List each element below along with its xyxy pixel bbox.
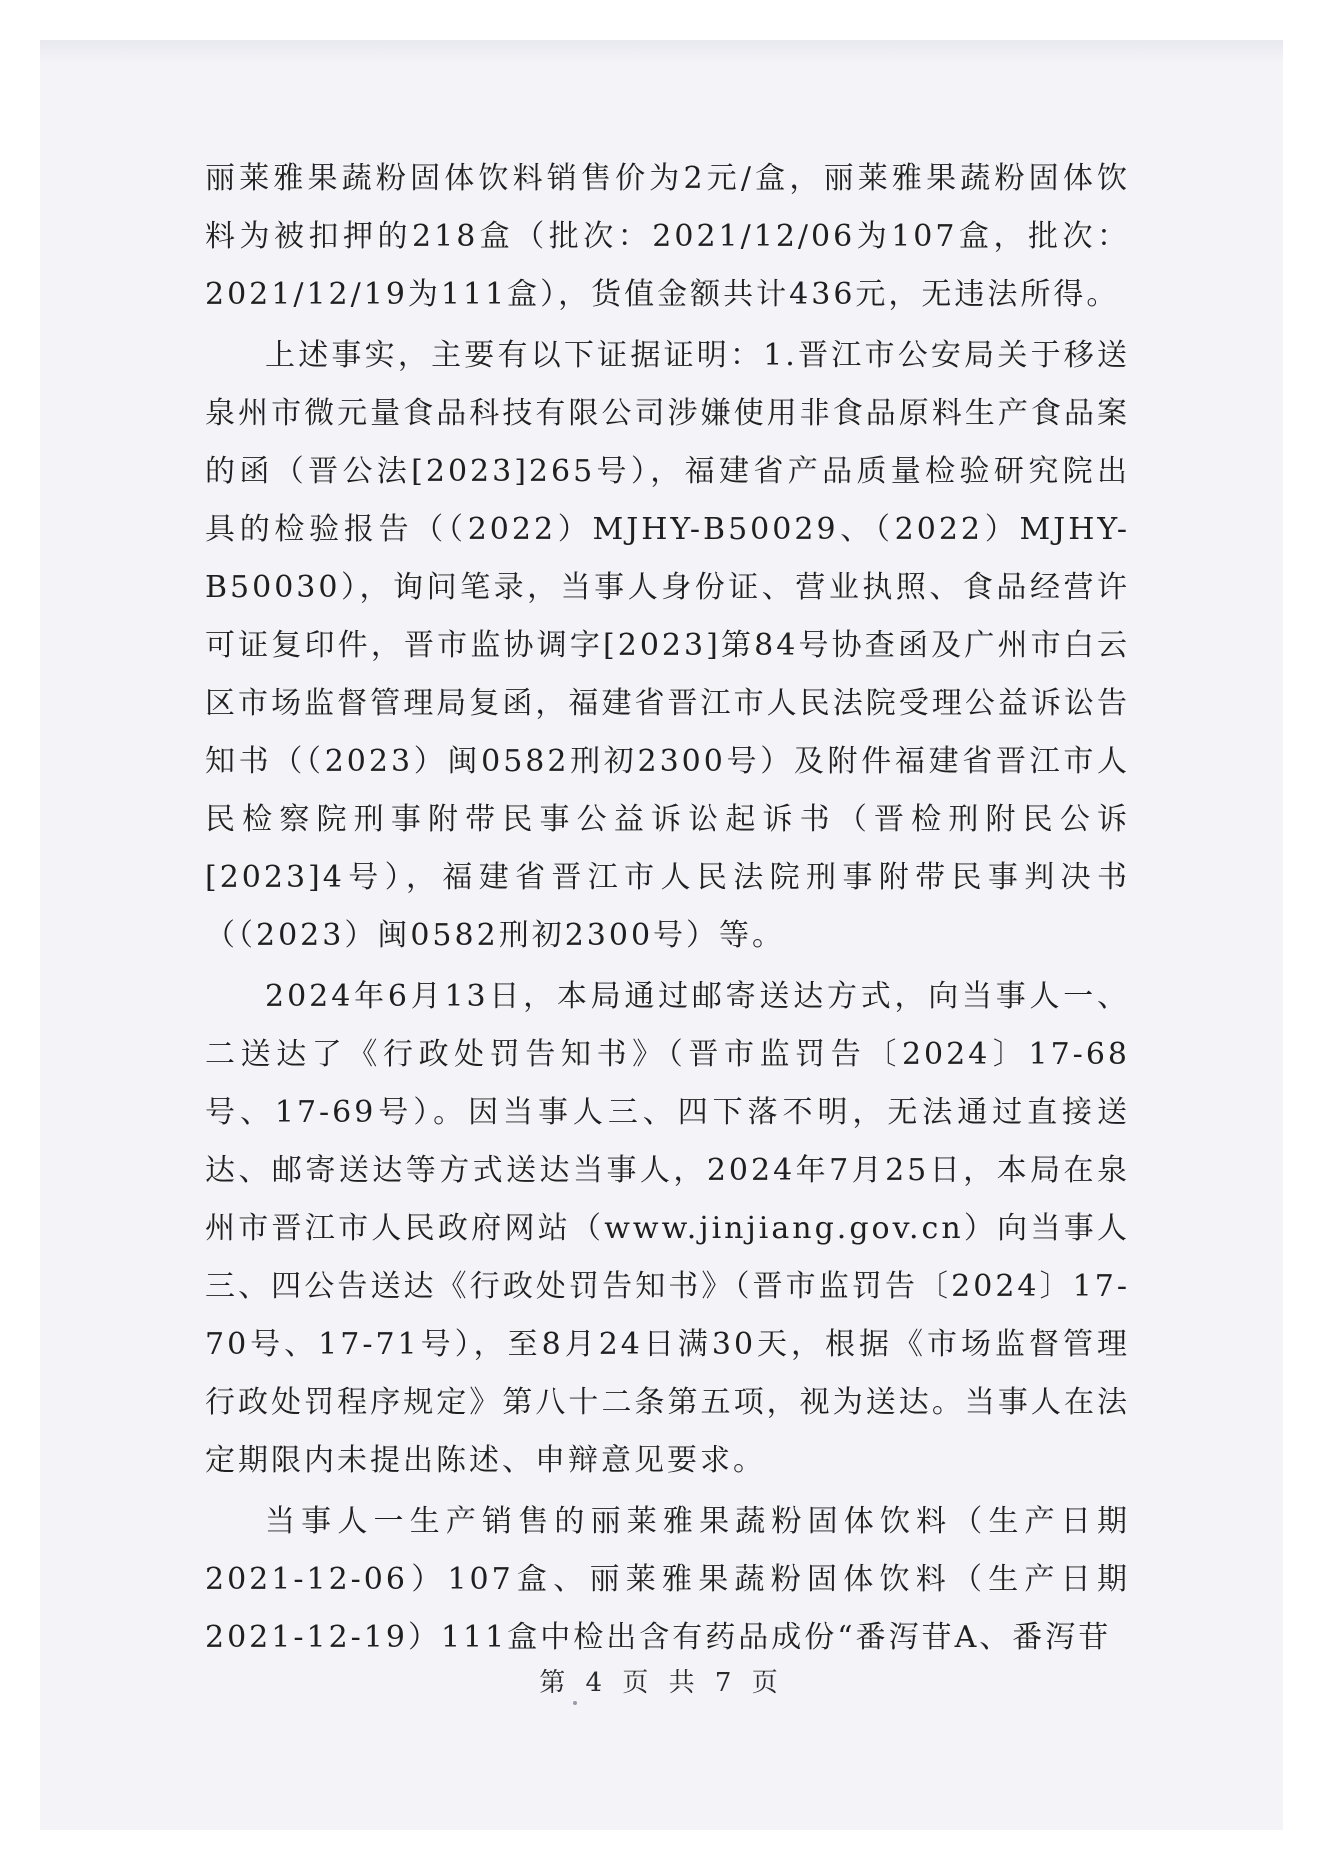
page-number-footer: 第 4 页 共 7 页	[539, 1668, 784, 1698]
paragraph-test-result: 当事人一生产销售的丽莱雅果蔬粉固体饮料（生产日期2021-12-06）107盒、丽莱雅果蔬粉固体饮料（生产日期2021-12-19）111盒中检出含有药品成份“番泻苷A、番泻苷	[205, 1504, 1130, 1655]
paragraph-evidence: 上述事实，主要有以下证据证明：1.晋江市公安局关于移送泉州市微元量食品科技有限公司涉嫌使用非食品原料生产食品案的函（晋公法[2023]265号），福建省产品质量检验研究院出具的检验报告（（2022）MJHY-B50029、（2022）MJHY-B50030），询问笔录，当事人身份证、营业执照、食品经营许可证复印件，晋市监协调字[2023]第84号协查函及广州市白云区市场监督管理局复函，福建省晋江市人民法院受理公益诉讼告知书（（2023）闽0582刑初2300号）及附件福建省晋江市人民检察院刑事附带民事公益诉讼起诉书（晋检刑附民公诉[2023]4号），福建省晋江市人民法院刑事附带民事判决书（（2023）闽0582刑初2300号）等。	[205, 338, 1130, 953]
paragraph-service-notice: 2024年6月13日，本局通过邮寄送达方式，向当事人一、二送达了《行政处罚告知书》（晋市监罚告〔2024〕17-68号、17-69号）。因当事人三、四下落不明，无法通过直接送达、邮寄送达等方式送达当事人，2024年7月25日，本局在泉州市晋江市人民政府网站（www.jinjiang.gov.cn）向当事人三、四公告送达《行政处罚告知书》（晋市监罚告〔2024〕17-70号、17-71号），至8月24日满30天，根据《市场监督管理行政处罚程序规定》第八十二条第五项，视为送达。当事人在法定期限内未提出陈述、申辩意见要求。	[205, 979, 1130, 1478]
paragraph-price-value: 丽莱雅果蔬粉固体饮料销售价为2元/盒，丽莱雅果蔬粉固体饮料为被扣押的218盒（批次：2021/12/06为107盒，批次：2021/12/19为111盒），货值金额共计436元，无违法所得。	[205, 161, 1130, 312]
document-body	[205, 150, 1130, 1670]
scan-edge	[40, 40, 1283, 64]
scan-speck	[573, 1701, 577, 1705]
